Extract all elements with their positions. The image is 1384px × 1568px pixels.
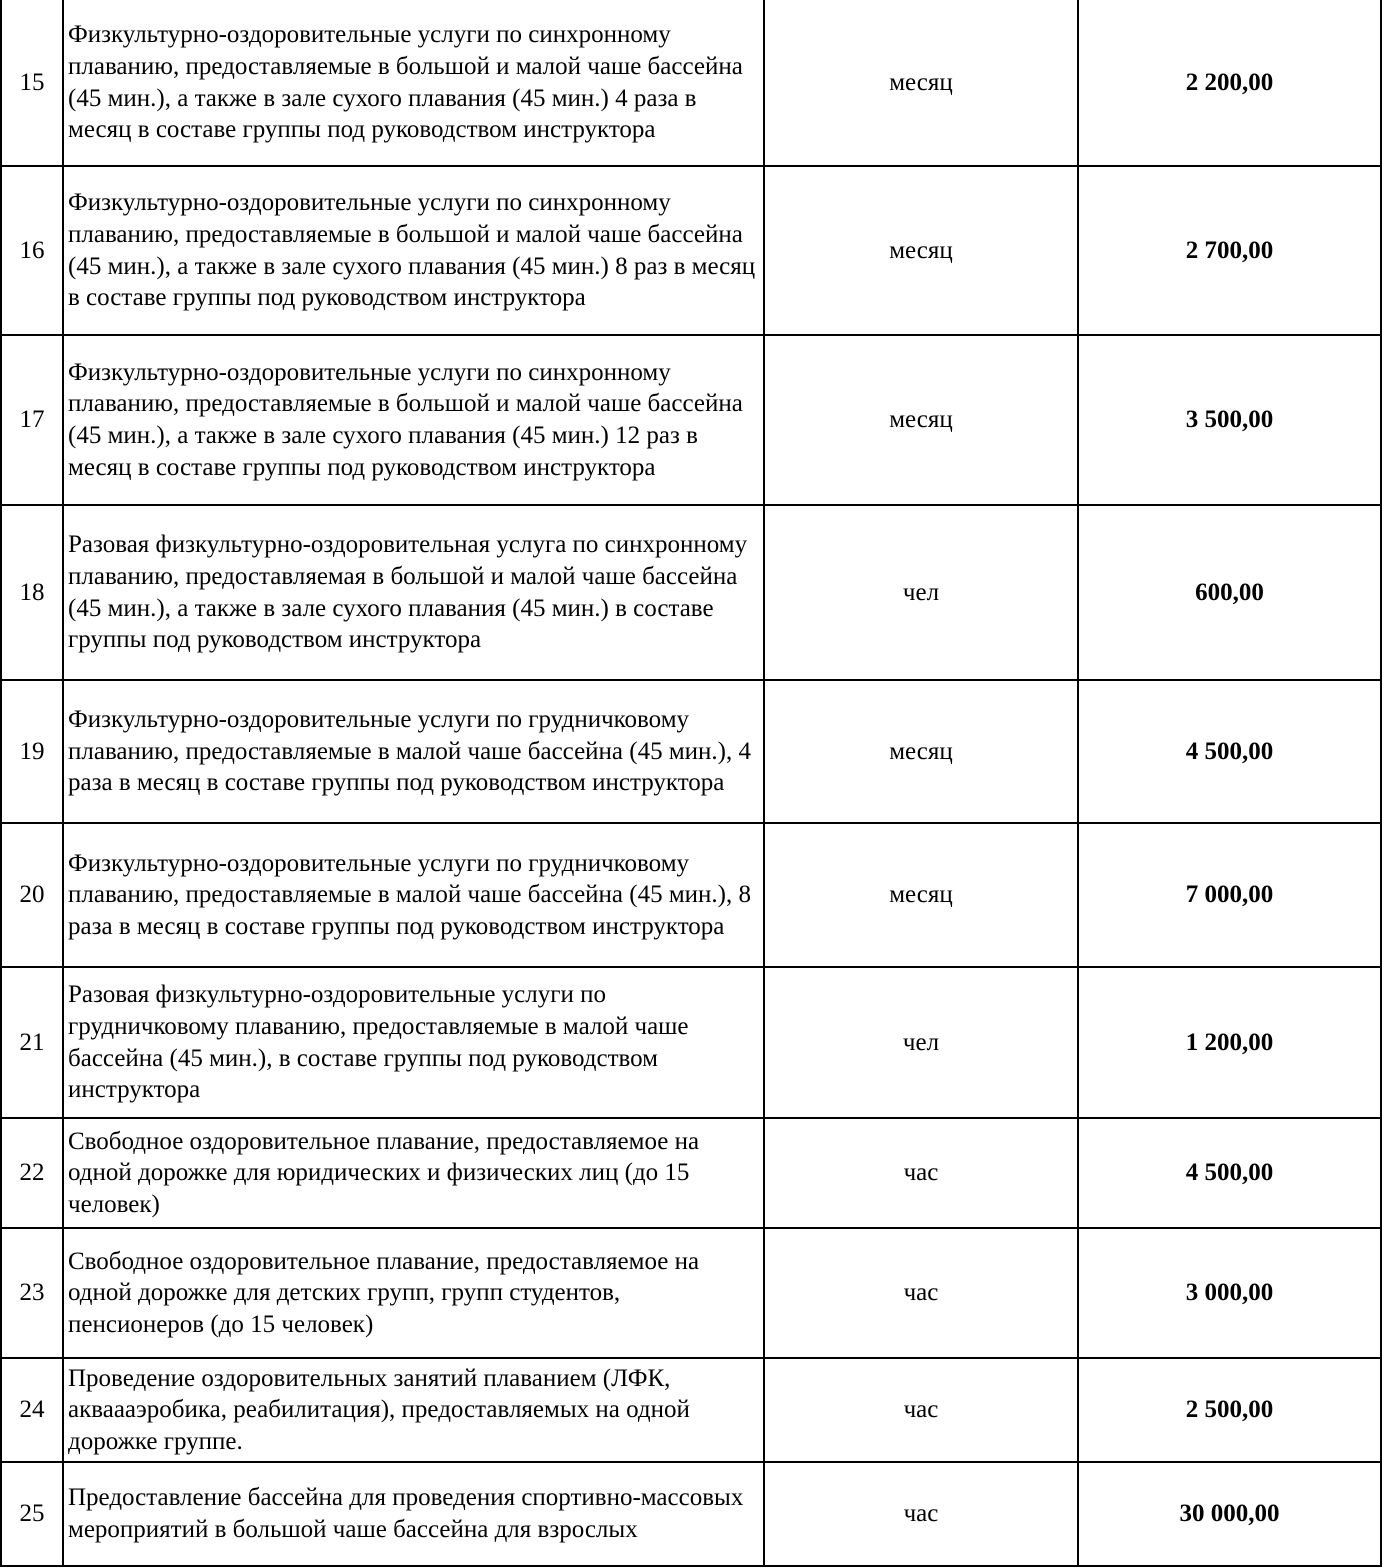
- service-description: Проведение оздоровительных занятий плаванием (ЛФК, акваааэробика, реабилитация), предоставляемых на одной дорожке группе.: [63, 1358, 764, 1462]
- service-unit: час: [764, 1358, 1078, 1462]
- row-number: 16: [1, 166, 63, 335]
- row-number: 19: [1, 680, 63, 823]
- service-description: Физкультурно-оздоровительные услуги по грудничковому плаванию, предоставляемые в малой чаше бассейна (45 мин.), 8 раза в месяц в составе группы под руководством инструктора: [63, 823, 764, 967]
- service-description: Свободное оздоровительное плавание, предоставляемое на одной дорожке для детских групп, групп студентов, пенсионеров (до 15 человек): [63, 1228, 764, 1358]
- table-row: [1, 1462, 1381, 1566]
- service-price: 600,00: [1078, 505, 1381, 680]
- row-number: 20: [1, 823, 63, 967]
- service-price: 30 000,00: [1078, 1462, 1381, 1566]
- row-number: 21: [1, 967, 63, 1118]
- table-row: [1, 166, 1381, 335]
- row-number: 17: [1, 335, 63, 505]
- row-number: 23: [1, 1228, 63, 1358]
- service-description: Разовая физкультурно-оздоровительные услуги по грудничковому плаванию, предоставляемые в малой чаше бассейна (45 мин.), в составе группы под руководством инструктора: [63, 967, 764, 1118]
- service-price: 7 000,00: [1078, 823, 1381, 967]
- row-number: 25: [1, 1462, 63, 1566]
- service-unit: месяц: [764, 680, 1078, 823]
- service-price: 3 000,00: [1078, 1228, 1381, 1358]
- table-row: [1, 1228, 1381, 1358]
- table-row: [1, 1358, 1381, 1462]
- service-description: Разовая физкультурно-оздоровительная услуга по синхронному плаванию, предоставляемая в большой и малой чаше бассейна (45 мин.), а также в зале сухого плавания (45 мин.) в составе группы под руководством инструктора: [63, 505, 764, 680]
- row-number: 22: [1, 1118, 63, 1228]
- service-price: 2 200,00: [1078, 0, 1381, 166]
- table-row: [1, 505, 1381, 680]
- table-row: [1, 0, 1381, 166]
- row-number: 24: [1, 1358, 63, 1462]
- service-unit: чел: [764, 967, 1078, 1118]
- service-unit: месяц: [764, 823, 1078, 967]
- service-description: Физкультурно-оздоровительные услуги по синхронному плаванию, предоставляемые в большой и малой чаше бассейна (45 мин.), а также в зале сухого плавания (45 мин.) 12 раз в месяц в составе группы под руководством инструктора: [63, 335, 764, 505]
- service-description: Физкультурно-оздоровительные услуги по грудничковому плаванию, предоставляемые в малой чаше бассейна (45 мин.), 4 раза в месяц в составе группы под руководством инструктора: [63, 680, 764, 823]
- service-description: Физкультурно-оздоровительные услуги по синхронному плаванию, предоставляемые в большой и малой чаше бассейна (45 мин.), а также в зале сухого плавания (45 мин.) 4 раза в месяц в составе группы под руководством инструктора: [63, 0, 764, 166]
- row-number: 18: [1, 505, 63, 680]
- service-unit: час: [764, 1118, 1078, 1228]
- service-unit: месяц: [764, 335, 1078, 505]
- service-price: 2 700,00: [1078, 166, 1381, 335]
- table-row: [1, 680, 1381, 823]
- table-row: [1, 1118, 1381, 1228]
- service-unit: час: [764, 1228, 1078, 1358]
- table-row: [1, 335, 1381, 505]
- service-price: 4 500,00: [1078, 1118, 1381, 1228]
- service-price: 1 200,00: [1078, 967, 1381, 1118]
- service-description: Физкультурно-оздоровительные услуги по синхронному плаванию, предоставляемые в большой и малой чаше бассейна (45 мин.), а также в зале сухого плавания (45 мин.) 8 раз в месяц в составе группы под руководством инструктора: [63, 166, 764, 335]
- price-table-body: [1, 0, 1381, 1566]
- service-unit: месяц: [764, 0, 1078, 166]
- table-row: [1, 967, 1381, 1118]
- service-description: Свободное оздоровительное плавание, предоставляемое на одной дорожке для юридических и физических лиц (до 15 человек): [63, 1118, 764, 1228]
- service-price: 2 500,00: [1078, 1358, 1381, 1462]
- service-unit: месяц: [764, 166, 1078, 335]
- row-number: 15: [1, 0, 63, 166]
- service-description: Предоставление бассейна для проведения спортивно-массовых мероприятий в большой чаше бассейна для взрослых: [63, 1462, 764, 1566]
- service-price: 4 500,00: [1078, 680, 1381, 823]
- service-price: 3 500,00: [1078, 335, 1381, 505]
- service-unit: час: [764, 1462, 1078, 1566]
- service-unit: чел: [764, 505, 1078, 680]
- table-row: [1, 823, 1381, 967]
